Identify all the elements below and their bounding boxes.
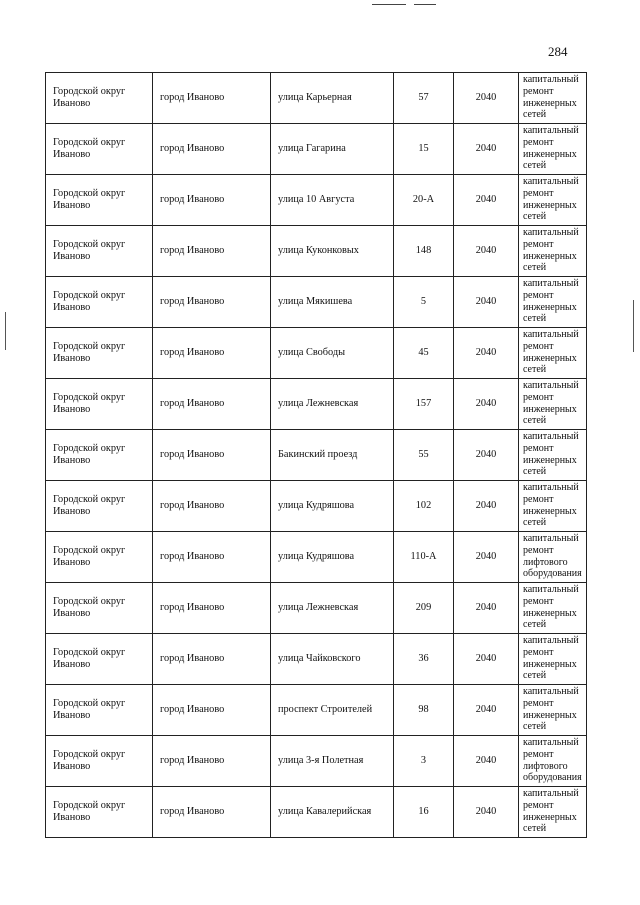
house-number-cell: 110-А — [394, 532, 454, 583]
house-number-cell: 5 — [394, 277, 454, 328]
city-cell: город Иваново — [153, 124, 271, 175]
house-number-cell: 45 — [394, 328, 454, 379]
city-cell: город Иваново — [153, 379, 271, 430]
year-cell: 2040 — [454, 481, 519, 532]
district-cell: Городской округ Иваново — [46, 175, 153, 226]
work-type-cell: капитальный ремонт инженерных сетей — [519, 787, 587, 838]
house-number-cell: 98 — [394, 685, 454, 736]
table-row — [46, 685, 587, 736]
year-cell: 2040 — [454, 175, 519, 226]
street-cell: улица Кудряшова — [271, 532, 394, 583]
city-cell: город Иваново — [153, 73, 271, 124]
district-cell: Городской округ Иваново — [46, 634, 153, 685]
city-cell: город Иваново — [153, 277, 271, 328]
street-cell: улица Куконковых — [271, 226, 394, 277]
table-row — [46, 277, 587, 328]
work-type-cell: капитальный ремонт инженерных сетей — [519, 685, 587, 736]
table-row — [46, 583, 587, 634]
street-cell: улица Лежневская — [271, 379, 394, 430]
table-row — [46, 328, 587, 379]
city-cell: город Иваново — [153, 583, 271, 634]
work-type-cell: капитальный ремонт инженерных сетей — [519, 481, 587, 532]
city-cell: город Иваново — [153, 226, 271, 277]
work-type-cell: капитальный ремонт лифтового оборудования — [519, 532, 587, 583]
district-cell: Городской округ Иваново — [46, 124, 153, 175]
street-cell: улица Гагарина — [271, 124, 394, 175]
year-cell: 2040 — [454, 277, 519, 328]
district-cell: Городской округ Иваново — [46, 226, 153, 277]
city-cell: город Иваново — [153, 736, 271, 787]
house-number-cell: 57 — [394, 73, 454, 124]
year-cell: 2040 — [454, 532, 519, 583]
city-cell: город Иваново — [153, 175, 271, 226]
work-type-cell: капитальный ремонт инженерных сетей — [519, 583, 587, 634]
city-cell: город Иваново — [153, 328, 271, 379]
district-cell: Городской округ Иваново — [46, 379, 153, 430]
district-cell: Городской округ Иваново — [46, 532, 153, 583]
table-row — [46, 175, 587, 226]
year-cell: 2040 — [454, 736, 519, 787]
house-number-cell: 3 — [394, 736, 454, 787]
year-cell: 2040 — [454, 73, 519, 124]
city-cell: город Иваново — [153, 634, 271, 685]
street-cell: улица 3-я Полетная — [271, 736, 394, 787]
year-cell: 2040 — [454, 124, 519, 175]
street-cell: проспект Строителей — [271, 685, 394, 736]
table-row — [46, 73, 587, 124]
house-number-cell: 102 — [394, 481, 454, 532]
table-row — [46, 124, 587, 175]
street-cell: улица Свободы — [271, 328, 394, 379]
scan-artifact-left — [5, 312, 6, 350]
table-body — [46, 73, 587, 838]
table-row — [46, 634, 587, 685]
scan-artifact-top — [372, 4, 406, 5]
year-cell: 2040 — [454, 328, 519, 379]
year-cell: 2040 — [454, 685, 519, 736]
table-row — [46, 379, 587, 430]
address-table — [45, 72, 587, 838]
work-type-cell: капитальный ремонт инженерных сетей — [519, 379, 587, 430]
district-cell: Городской округ Иваново — [46, 277, 153, 328]
table-row — [46, 430, 587, 481]
street-cell: улица Чайковского — [271, 634, 394, 685]
work-type-cell: капитальный ремонт инженерных сетей — [519, 124, 587, 175]
work-type-cell: капитальный ремонт инженерных сетей — [519, 430, 587, 481]
table-row — [46, 481, 587, 532]
work-type-cell: капитальный ремонт инженерных сетей — [519, 277, 587, 328]
work-type-cell: капитальный ремонт инженерных сетей — [519, 634, 587, 685]
house-number-cell: 16 — [394, 787, 454, 838]
district-cell: Городской округ Иваново — [46, 481, 153, 532]
city-cell: город Иваново — [153, 430, 271, 481]
year-cell: 2040 — [454, 583, 519, 634]
street-cell: улица Карьерная — [271, 73, 394, 124]
street-cell: улица Лежневская — [271, 583, 394, 634]
work-type-cell: капитальный ремонт инженерных сетей — [519, 73, 587, 124]
page-number: 284 — [548, 44, 568, 59]
table-row — [46, 532, 587, 583]
house-number-cell: 55 — [394, 430, 454, 481]
scan-artifact-right — [633, 300, 634, 352]
table-row — [46, 787, 587, 838]
year-cell: 2040 — [454, 634, 519, 685]
year-cell: 2040 — [454, 787, 519, 838]
street-cell: улица Кудряшова — [271, 481, 394, 532]
work-type-cell: капитальный ремонт инженерных сетей — [519, 175, 587, 226]
year-cell: 2040 — [454, 379, 519, 430]
year-cell: 2040 — [454, 226, 519, 277]
house-number-cell: 157 — [394, 379, 454, 430]
house-number-cell: 209 — [394, 583, 454, 634]
house-number-cell: 148 — [394, 226, 454, 277]
house-number-cell: 20-А — [394, 175, 454, 226]
street-cell: Бакинский проезд — [271, 430, 394, 481]
street-cell: улица Кавалерийская — [271, 787, 394, 838]
city-cell: город Иваново — [153, 532, 271, 583]
district-cell: Городской округ Иваново — [46, 328, 153, 379]
work-type-cell: капитальный ремонт инженерных сетей — [519, 226, 587, 277]
house-number-cell: 15 — [394, 124, 454, 175]
city-cell: город Иваново — [153, 685, 271, 736]
street-cell: улица Мякишева — [271, 277, 394, 328]
district-cell: Городской округ Иваново — [46, 583, 153, 634]
work-type-cell: капитальный ремонт инженерных сетей — [519, 328, 587, 379]
district-cell: Городской округ Иваново — [46, 685, 153, 736]
house-number-cell: 36 — [394, 634, 454, 685]
city-cell: город Иваново — [153, 481, 271, 532]
district-cell: Городской округ Иваново — [46, 430, 153, 481]
work-type-cell: капитальный ремонт лифтового оборудования — [519, 736, 587, 787]
year-cell: 2040 — [454, 430, 519, 481]
table-row — [46, 226, 587, 277]
district-cell: Городской округ Иваново — [46, 73, 153, 124]
district-cell: Городской округ Иваново — [46, 736, 153, 787]
street-cell: улица 10 Августа — [271, 175, 394, 226]
city-cell: город Иваново — [153, 787, 271, 838]
district-cell: Городской округ Иваново — [46, 787, 153, 838]
scan-artifact-top — [414, 4, 436, 5]
table-row — [46, 736, 587, 787]
